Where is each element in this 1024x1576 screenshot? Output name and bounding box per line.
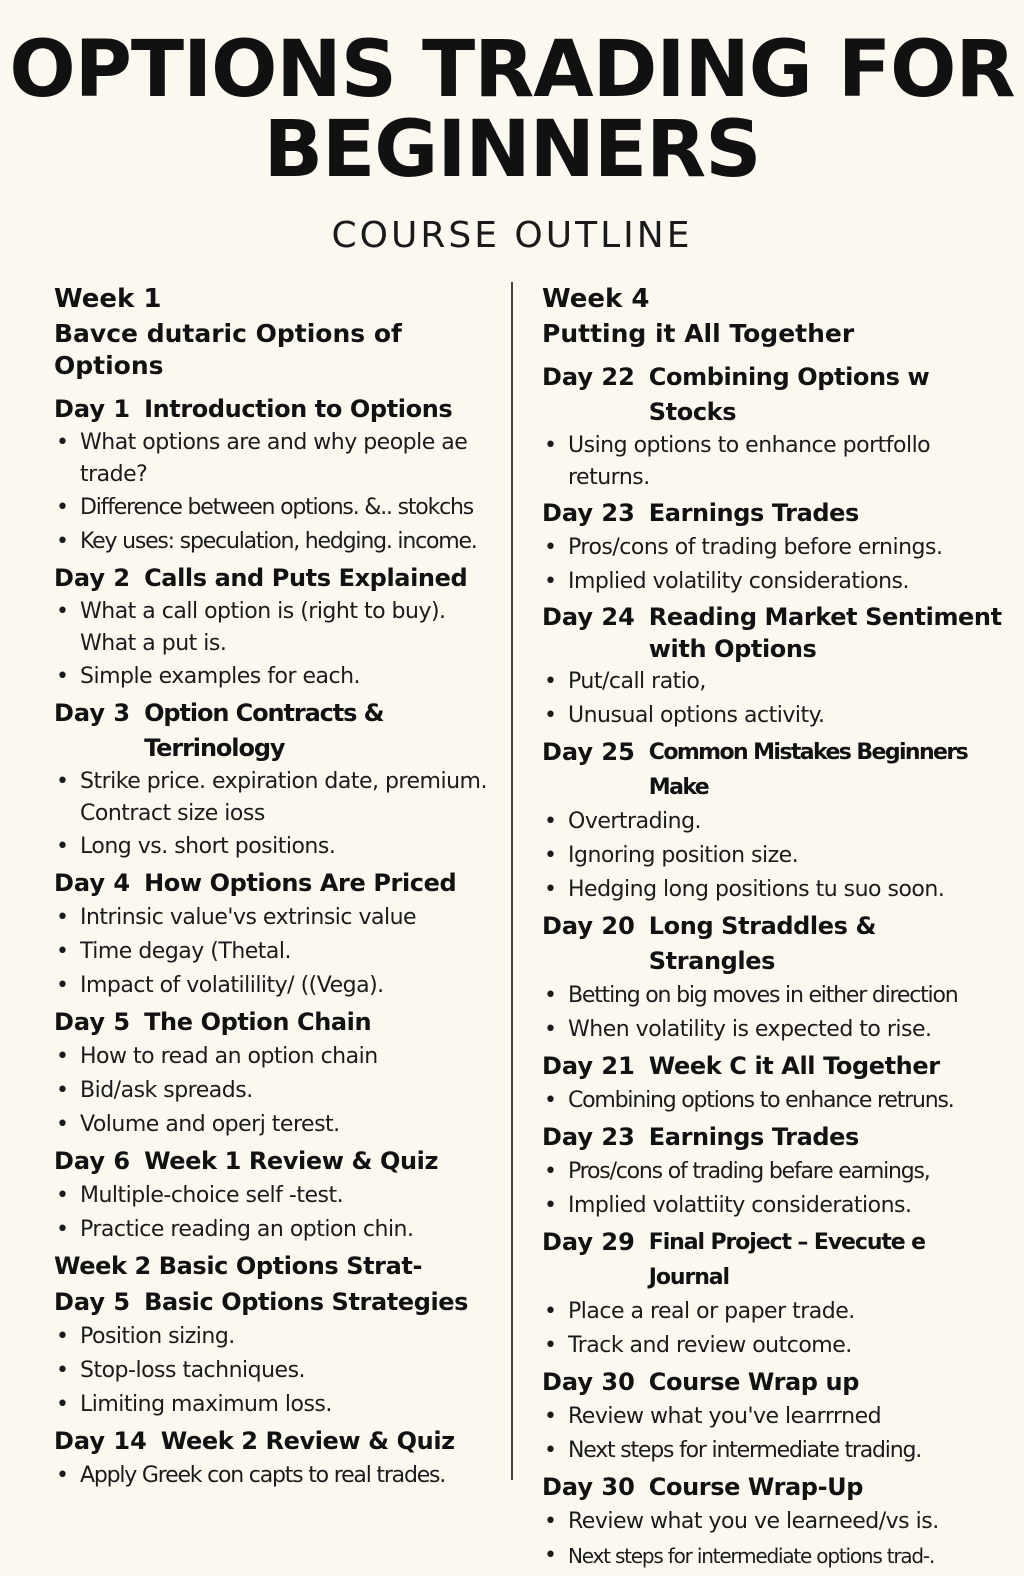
- day-title: Final Project – Evecute e Journal: [648, 1230, 925, 1290]
- day-heading: [54, 1424, 504, 1459]
- bullet-text: Position sizing.: [80, 1324, 235, 1349]
- bullet-list: [54, 1040, 504, 1142]
- week-label: Week 4: [542, 284, 650, 314]
- bullet-list: [542, 1155, 1002, 1223]
- day-title: Common Mistakes Beginners Make: [648, 740, 968, 800]
- title-line-2: BEGINNERS: [263, 105, 761, 195]
- bullet-text: Combining options to enhance retruns.: [568, 1088, 954, 1113]
- left-column: [54, 283, 504, 1495]
- day-heading: [54, 866, 504, 901]
- bullet-text: Impact of volatilility/ ((Vega).: [80, 973, 384, 998]
- right-column: [542, 283, 1002, 1576]
- day-title: Course Wrap-Up: [648, 1473, 864, 1501]
- day-title: Course Wrap up: [648, 1368, 860, 1396]
- day-title: How Options Are Priced: [144, 869, 457, 897]
- bullet-item: • Practice reading an option chin.: [56, 1217, 414, 1242]
- day-title: Option Contracts & Terrinology: [144, 699, 384, 762]
- day-number: Day 25: [542, 738, 635, 766]
- day-heading: [542, 360, 1002, 430]
- bullet-list: [542, 1084, 1002, 1118]
- bullet-text: Multiple-choice self -test.: [80, 1183, 344, 1208]
- column-divider: [511, 282, 513, 1480]
- bullet-text: Next steps for intermediate options trad-.: [568, 1544, 935, 1568]
- bullet-text: Betting on big moves in either direction: [568, 983, 958, 1008]
- day-number: Day 5: [54, 1008, 131, 1036]
- week-label: Week 1: [54, 284, 162, 314]
- bullet-list: [542, 665, 1002, 733]
- bullet-text: Simple examples for each.: [80, 664, 361, 689]
- bullet-text: Difference between options. &.. stokchs: [80, 495, 474, 520]
- bullet-item: • Strike price. expiration date, premium. Contract size ioss: [56, 769, 487, 826]
- bullet-text: Apply Greek con capts to real trades.: [80, 1463, 446, 1488]
- bullet-text: Stop-loss tachniques.: [80, 1358, 306, 1383]
- bullet-item: • Impact of volatilility/ ((Vega).: [56, 973, 384, 998]
- bullet-item: • Place a real or paper trade.: [544, 1299, 855, 1324]
- bullet-item: • Ignoring position size.: [544, 843, 799, 868]
- day-title: The Option Chain: [144, 1008, 372, 1036]
- bullet-text: Long vs. short positions.: [80, 834, 336, 859]
- bullet-item: • Implied volatility considerations.: [544, 569, 909, 594]
- day-heading: [542, 1049, 1002, 1084]
- day-title: Introduction to Options: [144, 395, 453, 423]
- bullet-list: [54, 1179, 504, 1247]
- day-heading: [54, 1144, 504, 1179]
- bullet-list: [54, 766, 504, 864]
- bullet-text: Hedging long positions tu suo soon.: [568, 877, 945, 902]
- day-number: Day 6: [54, 1147, 131, 1175]
- day-number: Day 20: [542, 912, 635, 940]
- day-heading: [542, 496, 1002, 531]
- bullet-item: • Volume and operj terest.: [56, 1112, 340, 1137]
- bullet-list: [542, 1295, 1002, 1363]
- bullet-item: • Next steps for intermediate trading.: [544, 1438, 922, 1463]
- bullet-item: • What a call option is (right to buy). What a put is.: [56, 599, 446, 656]
- title-line-1: OPTIONS TRADING FOR: [9, 25, 1015, 115]
- bullet-item: • Key uses: speculation, hedging. income.: [56, 529, 477, 554]
- bullet-list: [542, 979, 1002, 1047]
- bullet-text: Pros/cons of trading before ernings.: [568, 535, 943, 560]
- bullet-text: Ignoring position size.: [568, 843, 799, 868]
- bullet-list: [54, 596, 504, 694]
- bullet-item: • Position sizing.: [56, 1324, 235, 1349]
- bullet-text: When volatility is expected to rise.: [568, 1017, 932, 1042]
- bullet-text: Implied volattiity considerations.: [568, 1193, 912, 1218]
- week-2-heading: [54, 1249, 504, 1284]
- day-number: Day 5: [54, 1288, 131, 1316]
- bullet-list: [542, 805, 1002, 907]
- day-heading: [542, 1120, 1002, 1155]
- bullet-list: [542, 1505, 1002, 1574]
- bullet-text: Unusual options activity.: [568, 703, 825, 728]
- day-heading: [54, 1285, 504, 1320]
- day-title: Week 2 Review & Quiz: [160, 1427, 455, 1455]
- bullet-text: What options are and why people ae trade?: [80, 430, 468, 487]
- week-title: Bavce dutaric Options of Options: [54, 319, 402, 380]
- bullet-text: Intrinsic value'vs extrinsic value: [80, 905, 417, 930]
- bullet-list: [54, 1320, 504, 1422]
- bullet-item: • What options are and why people ae trade?: [56, 430, 468, 487]
- bullet-text: Strike price. expiration date, premium. Contract size ioss: [80, 769, 487, 826]
- day-number: Day 23: [542, 1123, 635, 1151]
- day-heading: [542, 735, 1002, 805]
- day-number: Day 1: [54, 395, 131, 423]
- day-number: Day 22: [542, 363, 635, 391]
- day-title: Basic Options Strategies: [144, 1288, 469, 1316]
- day-heading: [54, 1005, 504, 1040]
- bullet-text: Put/call ratio,: [568, 669, 706, 694]
- day-number: Day 24: [542, 603, 635, 631]
- bullet-item: • Betting on big moves in either direction: [544, 983, 958, 1008]
- day-title: Week 1 Review & Quiz: [144, 1147, 439, 1175]
- bullet-item: • Next steps for intermediate options trad-.: [544, 1543, 935, 1568]
- bullet-list: [542, 531, 1002, 599]
- bullet-text: Key uses: speculation, hedging. income.: [80, 529, 477, 554]
- day-heading: [542, 1470, 1002, 1505]
- bullet-item: • Difference between options. &.. stokchs: [56, 495, 474, 520]
- bullet-item: • Review what you've learrrned: [544, 1404, 882, 1429]
- bullet-list: [54, 1459, 504, 1493]
- bullet-item: • Limiting maximum loss.: [56, 1392, 332, 1417]
- day-number: Day 29: [542, 1228, 635, 1256]
- day-number: Day 3: [54, 699, 131, 727]
- bullet-item: • Stop-loss tachniques.: [56, 1358, 306, 1383]
- bullet-text: What a call option is (right to buy). What a put is.: [80, 599, 446, 656]
- week-2-title: Week 2 Basic Options Strat-: [54, 1252, 423, 1280]
- day-number: Day 23: [542, 499, 635, 527]
- day-title: Calls and Puts Explained: [144, 564, 468, 592]
- day-title: Earnings Trades: [648, 499, 859, 527]
- bullet-item: • Simple examples for each.: [56, 664, 361, 689]
- page-subtitle: COURSE OUTLINE: [331, 215, 693, 256]
- bullet-item: • Overtrading.: [544, 809, 702, 834]
- day-number: Day 14: [54, 1427, 147, 1455]
- bullet-item: • Review what you ve learneed/vs is.: [544, 1509, 939, 1534]
- day-heading: [542, 909, 1002, 979]
- bullet-item: • Pros/cons of trading befare earnings,: [544, 1159, 930, 1184]
- day-number: Day 30: [542, 1368, 635, 1396]
- bullet-item: • How to read an option chain: [56, 1044, 378, 1069]
- bullet-list: [54, 427, 504, 559]
- day-number: Day 21: [542, 1052, 635, 1080]
- day-heading: [54, 561, 504, 596]
- day-title: Earnings Trades: [648, 1123, 859, 1151]
- bullet-text: Next steps for intermediate trading.: [568, 1438, 922, 1463]
- bullet-text: Implied volatility considerations.: [568, 569, 909, 594]
- bullet-text: Track and review outcome.: [568, 1333, 852, 1358]
- bullet-text: Review what you've learrrned: [568, 1404, 882, 1429]
- week-title: Putting it All Together: [542, 319, 855, 348]
- bullet-item: • Intrinsic value'vs extrinsic value: [56, 905, 417, 930]
- bullet-item: • Put/call ratio,: [544, 669, 706, 694]
- day-number: Day 30: [542, 1473, 635, 1501]
- bullet-item: • Time degay (Thetal.: [56, 939, 292, 964]
- day-number: Day 4: [54, 869, 131, 897]
- bullet-text: Bid/ask spreads.: [80, 1078, 253, 1103]
- day-heading: [54, 696, 504, 766]
- bullet-text: Practice reading an option chin.: [80, 1217, 414, 1242]
- bullet-item: • Pros/cons of trading before ernings.: [544, 535, 943, 560]
- bullet-text: Volume and operj terest.: [80, 1112, 340, 1137]
- page-title: [0, 25, 1024, 195]
- bullet-text: Place a real or paper trade.: [568, 1299, 855, 1324]
- bullet-item: • Combining options to enhance retruns.: [544, 1088, 954, 1113]
- bullet-item: • Unusual options activity.: [544, 703, 825, 728]
- day-heading: [542, 1225, 1002, 1295]
- day-heading: [542, 1365, 1002, 1400]
- bullet-list: [542, 430, 1002, 494]
- bullet-text: Pros/cons of trading befare earnings,: [568, 1159, 930, 1184]
- bullet-item: • Using options to enhance portfollo returns.: [544, 433, 931, 490]
- bullet-text: How to read an option chain: [80, 1044, 378, 1069]
- bullet-text: Time degay (Thetal.: [80, 939, 292, 964]
- bullet-text: Using options to enhance portfollo returns.: [568, 433, 931, 490]
- bullet-item: • Track and review outcome.: [544, 1333, 852, 1358]
- bullet-item: • Apply Greek con capts to real trades.: [56, 1463, 446, 1488]
- bullet-text: Review what you ve learneed/vs is.: [568, 1509, 939, 1534]
- bullet-item: • When volatility is expected to rise.: [544, 1017, 932, 1042]
- bullet-item: • Bid/ask spreads.: [56, 1078, 253, 1103]
- bullet-item: • Multiple-choice self -test.: [56, 1183, 344, 1208]
- day-title: Combining Options w Stocks: [648, 363, 930, 426]
- day-number: Day 2: [54, 564, 131, 592]
- bullet-item: • Hedging long positions tu suo soon.: [544, 877, 945, 902]
- day-title: Reading Market Sentiment with Options: [648, 603, 1002, 663]
- bullet-text: Limiting maximum loss.: [80, 1392, 332, 1417]
- day-heading: [542, 601, 1002, 665]
- bullet-list: [54, 901, 504, 1003]
- day-title: Week C it All Together: [648, 1052, 940, 1080]
- bullet-list: [542, 1400, 1002, 1468]
- bullet-text: Overtrading.: [568, 809, 702, 834]
- day-title: Long Straddles & Strangles: [648, 912, 877, 975]
- bullet-item: • Implied volattiity considerations.: [544, 1193, 912, 1218]
- bullet-item: • Long vs. short positions.: [56, 834, 336, 859]
- day-heading: [54, 392, 504, 427]
